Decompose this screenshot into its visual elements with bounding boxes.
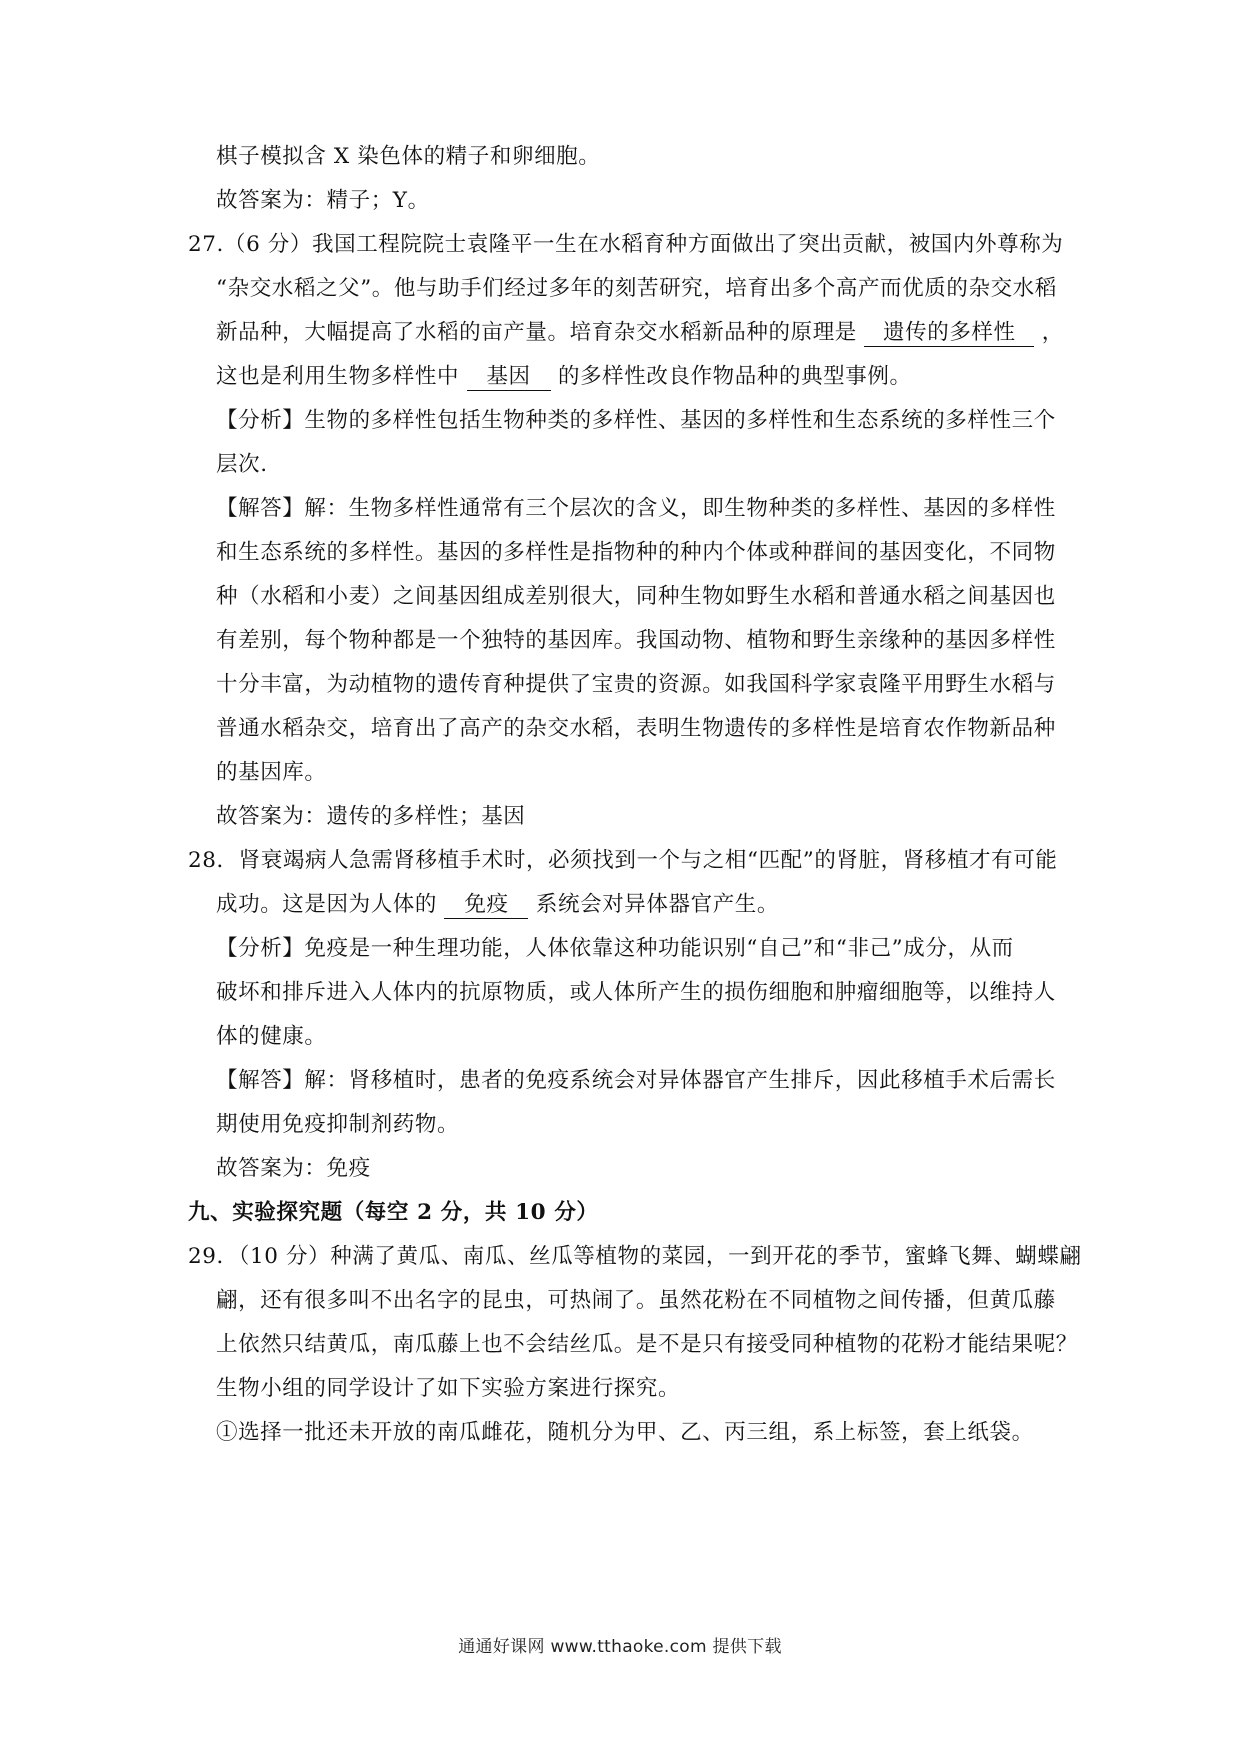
question-29-line: 29．（10 分）种满了黄瓜、南瓜、丝瓜等植物的菜园，一到开花的季节，蜜蜂飞舞、蝴蝶翩 xyxy=(188,1244,1082,1269)
answer-line: 故答案为：遗传的多样性；基因 xyxy=(216,804,526,829)
analysis-line: 破坏和排斥进入人体内的抗原物质，或人体所产生的损伤细胞和肿瘤细胞等，以维持人 xyxy=(216,980,1056,1005)
analysis-line: 【分析】免疫是一种生理功能，人体依靠这种功能识别“自己”和“非己”成分，从而 xyxy=(216,936,1014,961)
question-28-line: 28．肾衰竭病人急需肾移植手术时，必须找到一个与之相“匹配”的肾脏，肾移植才有可能 xyxy=(188,848,1058,873)
solution-line: 期使用免疫抑制剂药物。 xyxy=(216,1112,460,1137)
question-27-line: 27.（6 分）我国工程院院士袁隆平一生在水稻育种方面做出了突出贡献，被国内外尊称为 xyxy=(188,232,1064,257)
fill-blank-answer: 免疫 xyxy=(444,892,528,919)
analysis-line: 体的健康。 xyxy=(216,1024,327,1049)
question-29-line: 生物小组的同学设计了如下实验方案进行探究。 xyxy=(216,1376,681,1401)
section-heading: 九、实验探究题（每空 2 分，共 10 分） xyxy=(188,1200,599,1225)
analysis-line: 【分析】生物的多样性包括生物种类的多样性、基因的多样性和生态系统的多样性三个 xyxy=(216,408,1056,433)
page-footer: 通通好课网 www.tthaoke.com 提供下载 xyxy=(458,1637,782,1657)
answer-line: 故答案为：免疫 xyxy=(216,1156,371,1181)
solution-line: 【解答】解：生物多样性通常有三个层次的含义，即生物种类的多样性、基因的多样性 xyxy=(216,496,1056,521)
solution-line: 和生态系统的多样性。基因的多样性是指物种的种内个体或种群间的基因变化，不同物 xyxy=(216,540,1056,565)
text-segment: 新品种，大幅提高了水稻的亩产量。培育杂交水稻新品种的原理是 xyxy=(216,320,857,345)
answer-line: 故答案为：精子；Y。 xyxy=(216,188,430,213)
solution-line: 十分丰富，为动植物的遗传育种提供了宝贵的资源。如我国科学家袁隆平用野生水稻与 xyxy=(216,672,1056,697)
question-27-fill-line xyxy=(216,362,912,392)
fill-blank-answer: 遗传的多样性 xyxy=(864,320,1034,347)
solution-line: 有差别，每个物种都是一个独特的基因库。我国动物、植物和野生亲缘种的基因多样性 xyxy=(216,628,1056,653)
solution-line: 的基因库。 xyxy=(216,760,327,785)
text-segment: ， xyxy=(1041,320,1064,345)
text-line: 棋子模拟含 X 染色体的精子和卵细胞。 xyxy=(216,144,601,169)
solution-line: 普通水稻杂交，培育出了高产的杂交水稻，表明生物遗传的多样性是培育农作物新品种 xyxy=(216,716,1056,741)
question-29-line: 翩，还有很多叫不出名字的昆虫，可热闹了。虽然花粉在不同植物之间传播，但黄瓜藤 xyxy=(216,1288,1056,1313)
fill-blank-answer: 基因 xyxy=(467,364,551,391)
text-segment: 的多样性改良作物品种的典型事例。 xyxy=(557,364,912,389)
text-segment: 这也是利用生物多样性中 xyxy=(216,364,460,389)
question-28-fill-line xyxy=(216,890,779,920)
question-29-line: 上依然只结黄瓜，南瓜藤上也不会结丝瓜。是不是只有接受同种植物的花粉才能结果呢？ xyxy=(216,1332,1078,1357)
text-segment: 系统会对异体器官产生。 xyxy=(535,892,779,917)
text-segment: 成功。这是因为人体的 xyxy=(216,892,438,917)
question-29-line: ①选择一批还未开放的南瓜雌花，随机分为甲、乙、丙三组，系上标签，套上纸袋。 xyxy=(216,1420,1034,1445)
solution-line: 种（水稻和小麦）之间基因组成差别很大，同种生物如野生水稻和普通水稻之间基因也 xyxy=(216,584,1056,609)
question-27-line: “杂交水稻之父”。他与助手们经过多年的刻苦研究，培育出多个高产而优质的杂交水稻 xyxy=(216,276,1057,301)
solution-line: 【解答】解：肾移植时，患者的免疫系统会对异体器官产生排斥，因此移植手术后需长 xyxy=(216,1068,1056,1093)
analysis-line: 层次. xyxy=(216,452,268,477)
question-27-fill-line xyxy=(216,318,1064,348)
